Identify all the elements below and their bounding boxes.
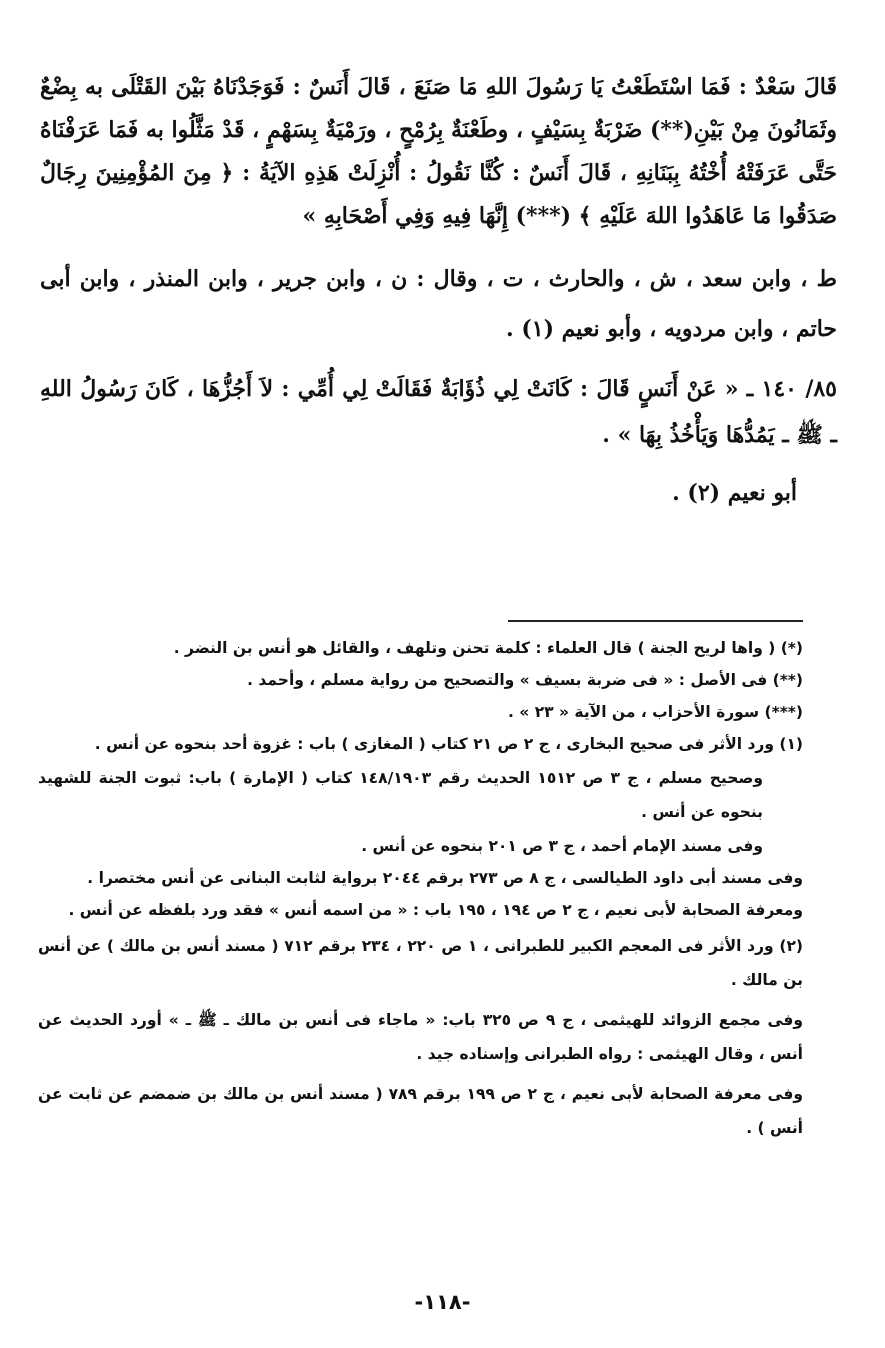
page-number: -١١٨- — [414, 1290, 471, 1314]
footnotes — [38, 632, 803, 1145]
footnote-7: وفى مسند أبى داود الطيالسى ، ج ٨ ص ٢٧٣ برقم ٢٠٤٤ برواية لثابت البنانى عن أنس مختصرا . — [87, 869, 803, 887]
footnote-5: وصحيح مسلم ، ج ٣ ص ١٥١٢ الحديث رقم ١٤٨/١٩٠٣ كتاب ( الإمارة ) باب: ثبوت الجنة للشهيد بنحوه عن أنس . — [38, 769, 763, 821]
main-text — [40, 66, 837, 514]
hadith-paragraph: قَالَ سَعْدٌ : فَمَا اسْتَطَعْتُ يَا رَسُولَ اللهِ مَا صَنَعَ ، قَالَ أَنَسٌ : فَوَجَدْنَاهُ بَيْنَ القَتْلَى به بِضْعٌ وثَمَانُونَ مِنْ بَيْنِ(**) ضَرْبَةٌ بِسَيْفٍ ، وطَعْنَةٌ بِرُمْحٍ ، ورَمْيَةٌ بِسَهْمٍ ، قَدْ مَثَّلُوا به فَمَا عَرَفْنَاهُ حَتَّى عَرَفَتْهُ أُخْتُهُ بِبَنَانِهِ ، قَالَ أَنَسٌ : كُنَّا نَقُولُ : أُنْزِلَتْ هَذِهِ الآيَةُ : ﴿ مِنَ المُؤْمِنِينَ رِجَالٌ صَدَقُوا مَا عَاهَدُوا اللهَ عَلَيْهِ ﴾ (***) إِنَّهَا فِيهِ وَفِي أَصْحَابِهِ » — [40, 74, 837, 229]
footnote-3: (***) سورة الأحزاب ، من الآية « ٢٣ » . — [508, 703, 803, 721]
sources-paragraph: ط ، وابن سعد ، ش ، والحارث ، ت ، وقال : ن ، وابن جرير ، وابن المنذر ، وابن أبى حاتم ، وابن مردويه ، وأبو نعيم (١) . — [40, 266, 837, 342]
footnote-10: وفى مجمع الزوائد للهيثمى ، ج ٩ ص ٣٢٥ باب: « ماجاء فى أنس بن مالك ـ ﷺ ـ » أورد الحديث عن أنس ، وقال الهيثمى : رواه الطبرانى وإسناده جيد . — [38, 1011, 803, 1063]
footnote-2: (**) فى الأصل : « فى ضربة بسيف » والتصحيح من رواية مسلم ، وأحمد . — [247, 671, 803, 689]
footnote-1: (*) ( واها لريح الجنة ) قال العلماء : كلمة تحنن وتلهف ، والقائل هو أنس بن النضر . — [173, 639, 803, 657]
footnote-8: ومعرفة الصحابة لأبى نعيم ، ج ٢ ص ١٩٤ ، ١٩٥ باب : « من اسمه أنس » فقد ورد بلفظه عن أنس . — [68, 901, 803, 919]
hadith-140-paragraph: ٨٥/ ١٤٠ ـ « عَنْ أَنَسٍ قَالَ : كَانَتْ لِي ذُؤَابَةٌ فَقَالَتْ لِي أُمِّي : لاَ أَجُزُّهَا ، كَانَ رَسُولُ اللهِ ـ ﷺ ـ يَمُدُّهَا وَيَأْخُذُ بِهَا » . — [40, 376, 837, 448]
footnote-9: (٢) ورد الأثر فى المعجم الكبير للطبرانى ، ١ ص ٢٢٠ ، ٢٣٤ برقم ٧١٢ ( مسند أنس بن مالك ) عن أنس بن مالك . — [38, 937, 803, 989]
footnote-6: وفى مسند الإمام أحمد ، ج ٣ ص ٢٠١ بنحوه عن أنس . — [361, 837, 763, 855]
source-line: أبو نعيم (٢) . — [672, 480, 797, 506]
footnote-divider — [508, 620, 803, 622]
footnote-4: (١) ورد الأثر فى صحيح البخارى ، ج ٢ ص ٢١ كتاب ( المغازى ) باب : غزوة أحد بنحوه عن أنس . — [94, 735, 803, 753]
footnote-11: وفى معرفة الصحابة لأبى نعيم ، ج ٢ ص ١٩٩ برقم ٧٨٩ ( مسند أنس بن مالك بن ضمضم عن ثابت عن أنس ) . — [38, 1085, 803, 1137]
